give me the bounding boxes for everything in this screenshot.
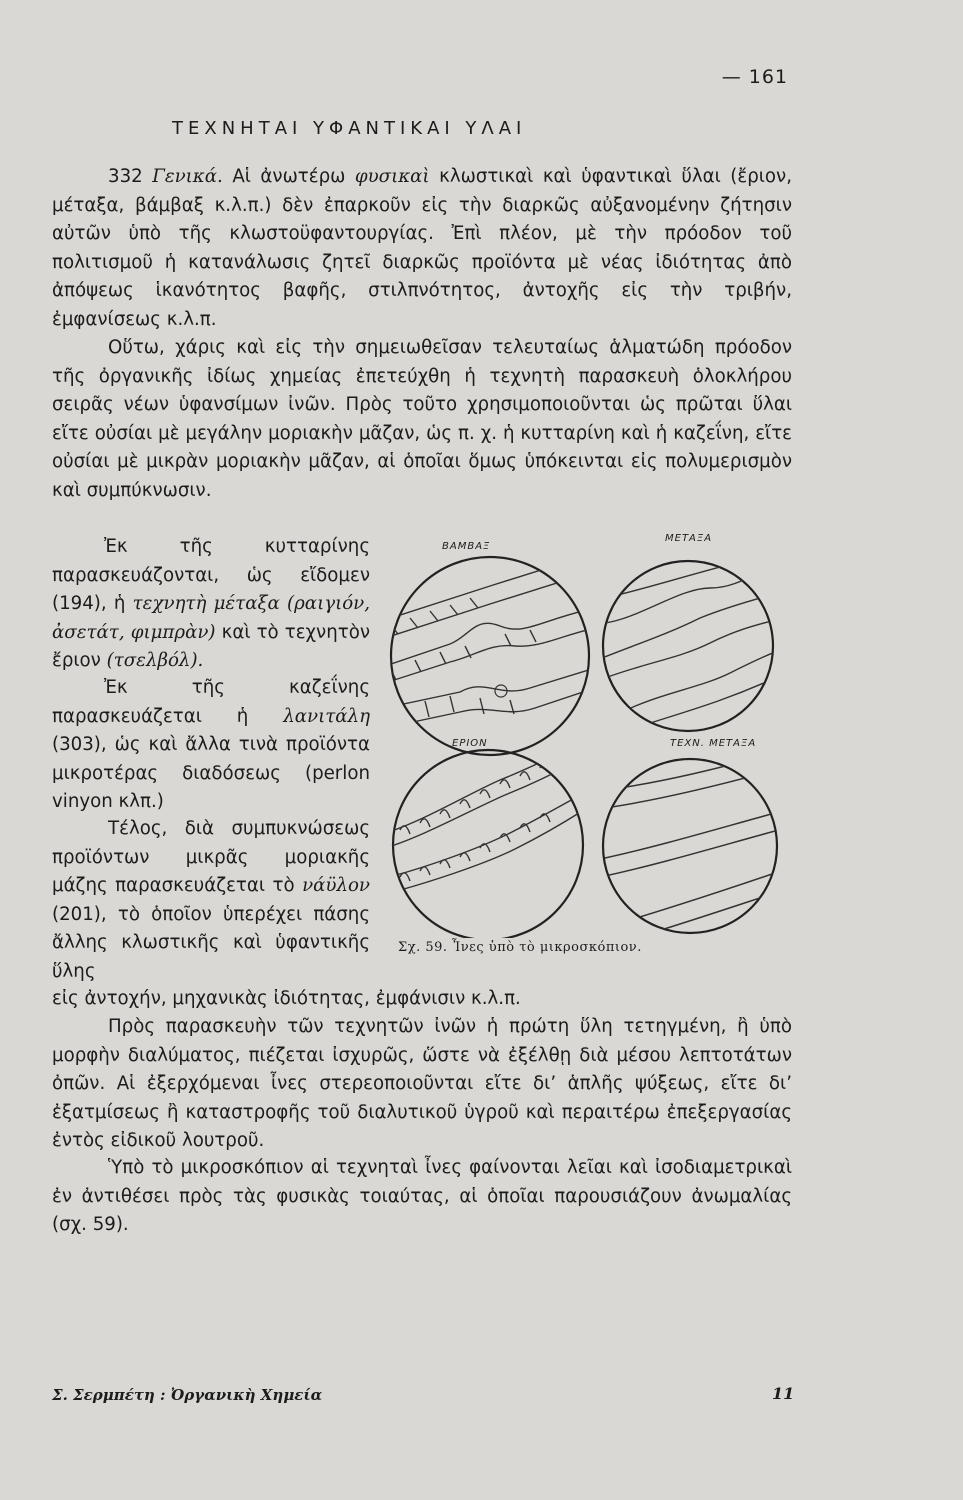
emphasis: νάϋλον xyxy=(302,875,370,896)
label-silk: ΜΕΤΑΞΑ xyxy=(665,533,713,544)
text-run: Αἱ ἀνωτέρω xyxy=(222,166,355,187)
footer-signature-mark: 11 xyxy=(772,1384,795,1403)
paragraph-nylon-continued: εἰς ἀντοχήν, μηχανικὰς ἰδιότητας, ἐμφάνισιν κ.λ.π. xyxy=(52,988,521,1009)
emphasis: φυσικαὶ xyxy=(354,166,430,187)
label-cotton: ΒΑΜΒΑΞ xyxy=(442,541,491,552)
text-run: Ἐκ τῆς καζεΐνης παρασκευάζεται ἡ xyxy=(52,677,370,727)
wool-fibre-view xyxy=(385,738,590,938)
paragraph-progress: Οὕτω, χάρις καὶ εἰς τὴν σημειωθεῖσαν τελευταίως ἁλματώδη πρόοδον τῆς ὀργανικῆς ἰδίως χημείας ἐπετεύχθη ἡ τεχνητὴ παρασκευὴ ὁλοκλήρου σειρᾶς νέων ὑφανσίμων ἰνῶν. Πρὸς τοῦτο χρησιμοποιοῦνται ὡς πρῶται ὕλαι εἴτε οὐσίαι μὲ μεγάλην μοριακὴν μᾶζαν, ὡς π. χ. ἡ κυτταρίνη καὶ ἡ καζεΐνη, εἴτε οὐσίαι μὲ μικρὰν μοριακὴν μᾶζαν, αἱ ὁποῖαι ὅμως ὑπόκεινται εἰς πολυμερισμὸν καὶ συμπύκνωσιν. xyxy=(52,337,792,501)
microscope-drawings xyxy=(380,528,790,938)
figure-caption: Σχ. 59. Ἶνες ὑπὸ τὸ μικροσκόπιον. xyxy=(398,940,642,955)
section-number: 332 xyxy=(108,166,153,187)
text-run: Ἐκ τῆς κυτταρίνης παρασκευάζονται, ὡς εἴδομεν (194), ἡ xyxy=(52,536,370,614)
label-wool: ΕΡΙΟΝ xyxy=(452,738,488,749)
footer-author-title: Σ. Σερμπέτη : Ὀργανικὴ Χημεία xyxy=(52,1386,323,1404)
figure-59 xyxy=(380,528,790,968)
emphasis: λανιτάλη xyxy=(283,705,370,727)
running-title: ΤΕΧΝΗΤΑΙ ΥΦΑΝΤΙΚΑΙ ΥΛΑΙ xyxy=(172,118,527,139)
section-heading: Γενικά. xyxy=(152,166,223,187)
paragraph-cellulose xyxy=(52,533,370,676)
paragraph-332 xyxy=(52,163,792,334)
cotton-fibre-view xyxy=(385,553,595,755)
artificial-silk-fibre-view xyxy=(603,753,777,938)
silk-fibre-view xyxy=(602,553,775,731)
text-run: (201), τὸ ὁποῖον ὑπερέχει πάσης ἄλλης κλωστικῆς καὶ ὑφαντικῆς ὕλης xyxy=(52,903,370,982)
text-run: καὶ τὸ τεχνητὸν ἔριον xyxy=(52,621,370,671)
paragraph-production: Πρὸς παρασκευὴν τῶν τεχνητῶν ἰνῶν ἡ πρώτη ὕλη τετηγμένη, ἢ ὑπὸ μορφὴν διαλύματος, πιέζεται ἰσχυρῶς, ὥστε νὰ ἐξέλθῃ διὰ μέσου λεπτοτάτων ὀπῶν. Αἱ ἐξερχόμεναι ἶνες στερεοποιοῦνται εἴτε δι’ ἁπλῆς ψύξεως, εἴτε δι’ ἐξατμίσεως ἢ καταστροφῆς τοῦ διαλυτικοῦ ὑγροῦ καὶ περαιτέρω ἐπεξεργασίας ἐντὸς εἰδικοῦ λουτροῦ. xyxy=(52,1016,792,1151)
paragraph-microscope: Ὑπὸ τὸ μικροσκόπιον αἱ τεχνηταὶ ἶνες φαίνονται λεῖαι καὶ ἰσοδιαμετρικαὶ ἐν ἀντιθέσει πρὸς τὰς φυσικὰς τοιαύτας, αἱ ὁποῖαι παρουσιάζουν ἀνωμαλίας (σχ. 59). xyxy=(52,1157,792,1235)
text-run: (303), ὡς καὶ ἄλλα τινὰ προϊόντα μικροτέρας διαδόσεως (perlon vinyon κλπ.) xyxy=(52,734,370,812)
paragraph-nylon xyxy=(52,815,370,986)
paragraph-casein xyxy=(52,674,370,817)
text-run: Τέλος, διὰ συμπυκνώσεως προϊόντων μικρᾶς μοριακῆς μάζης παρασκευάζεται τὸ xyxy=(52,818,370,896)
page-number: — 161 xyxy=(721,66,788,88)
emphasis: τεχνητὴ μέταξα (ραιγιόν, ἀσετάτ, φιμπρὰν) xyxy=(52,593,370,643)
text-run: κλωστικαὶ καὶ ὑφαντικαὶ ὕλαι (ἔριον, μέταξα, βάμβαξ κ.λ.π.) δὲν ἐπαρκοῦν εἰς τὴν διαρκῶς αὐξανομένην ζήτησιν αὐτῶν ὑπὸ τῆς κλωστοϋφαντουργίας. Ἐπὶ πλέον, μὲ τὴν πρόοδον τοῦ πολιτισμοῦ ἡ κατανάλωσις ζητεῖ διαρκῶς προϊόντα μὲ νέας ἰδιότητας ἀπὸ ἀπόψεως ἱκανότητος βαφῆς, στιλπνότητος, ἀντοχῆς εἰς τὴν τριβήν, ἐμφανίσεως κ.λ.π. xyxy=(52,166,793,330)
emphasis: (τσελβόλ). xyxy=(106,650,204,671)
label-artificial-silk: ΤΕΧΝ. ΜΕΤΑΞΑ xyxy=(670,738,757,749)
